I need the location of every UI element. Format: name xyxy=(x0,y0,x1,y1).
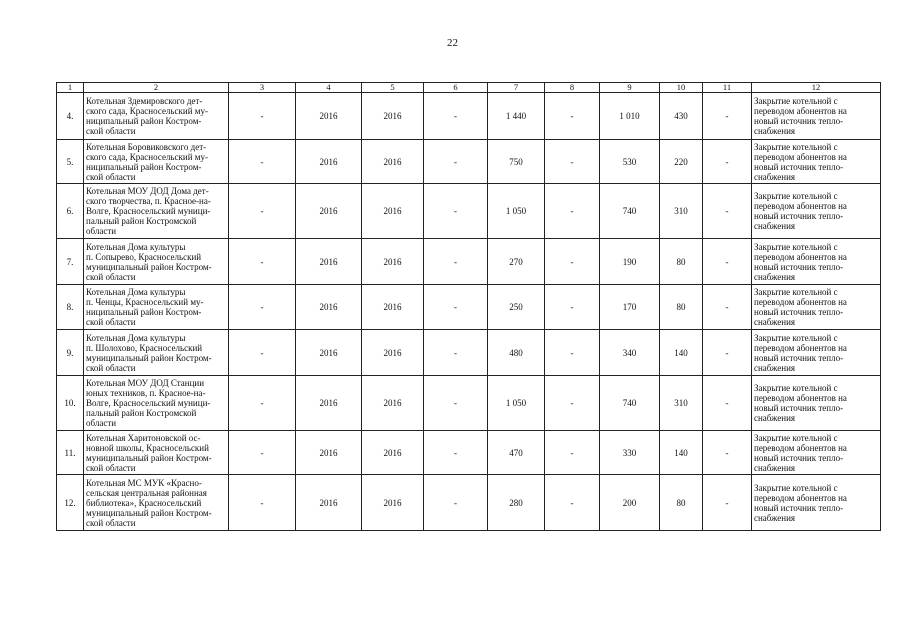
value-cell-col5: 2016 xyxy=(362,93,424,140)
action-note-line: Закрытие котельной с xyxy=(754,96,838,106)
boiler-name xyxy=(84,239,229,285)
header-cell: 1 xyxy=(57,83,84,93)
value-cell-col7: 1 050 xyxy=(488,184,545,239)
action-note-line: снабжения xyxy=(754,171,796,182)
row-number: 10. xyxy=(57,376,84,431)
action-note-line: новый источник тепло- xyxy=(754,403,844,413)
value-cell-col6: - xyxy=(424,239,488,285)
value-cell-col4: 2016 xyxy=(296,93,362,140)
action-note xyxy=(752,140,881,184)
value-cell-col4: 2016 xyxy=(296,285,362,330)
value-cell-col9: 170 xyxy=(600,285,660,330)
boiler-name-line: области xyxy=(86,226,117,236)
row-number: 4. xyxy=(57,93,84,140)
table-row xyxy=(57,431,881,475)
value-cell-col3: - xyxy=(229,431,296,475)
boiler-name xyxy=(84,285,229,330)
value-cell-col4: 2016 xyxy=(296,475,362,531)
boiler-name-line: п. Шолохово, Красносельский xyxy=(86,342,203,353)
action-note-line: переводом абонентов на xyxy=(754,151,847,162)
boiler-name-line: новной школы, Красносельский xyxy=(86,442,209,453)
action-note-line: переводом абонентов на xyxy=(754,342,847,353)
boiler-name xyxy=(84,431,229,475)
table-row xyxy=(57,140,881,184)
action-note-line: новый источник тепло- xyxy=(754,452,844,463)
boiler-name-line: ского сада, Красносельский му- xyxy=(86,151,208,162)
action-note-line: снабжения xyxy=(754,362,796,373)
boiler-name-line: пальный район Костромской xyxy=(86,216,197,226)
table-row xyxy=(57,239,881,285)
action-note-line: снабжения xyxy=(754,512,796,523)
row-number: 12. xyxy=(57,475,84,531)
header-cell: 12 xyxy=(752,83,881,93)
value-cell-col10: 430 xyxy=(660,93,703,140)
action-note xyxy=(752,431,881,475)
action-note-line: Закрытие котельной с xyxy=(754,482,838,493)
action-note-line: снабжения xyxy=(754,413,796,423)
action-note-line: Закрытие котельной с xyxy=(754,191,838,201)
value-cell-col6: - xyxy=(424,184,488,239)
action-note-line: снабжения xyxy=(754,126,796,136)
boiler-name-line: муниципальный район Костром- xyxy=(86,507,212,518)
value-cell-col5: 2016 xyxy=(362,184,424,239)
value-cell-col8: - xyxy=(545,475,600,531)
value-cell-col7: 1 440 xyxy=(488,93,545,140)
row-number: 6. xyxy=(57,184,84,239)
value-cell-col3: - xyxy=(229,376,296,431)
boiler-name xyxy=(84,330,229,376)
value-cell-col3: - xyxy=(229,285,296,330)
page-number: 22 xyxy=(447,37,458,49)
table-row xyxy=(57,93,881,140)
value-cell-col11: - xyxy=(703,140,752,184)
value-cell-col4: 2016 xyxy=(296,330,362,376)
value-cell-col9: 1 010 xyxy=(600,93,660,140)
boiler-name-line: ской области xyxy=(86,362,136,373)
value-cell-col7: 270 xyxy=(488,239,545,285)
action-note-line: новый источник тепло- xyxy=(754,161,844,172)
boiler-name-line: ского творчества, п. Красное-на- xyxy=(86,196,211,206)
header-cell: 4 xyxy=(296,83,362,93)
header-cell: 7 xyxy=(488,83,545,93)
row-number: 11. xyxy=(57,431,84,475)
value-cell-col10: 140 xyxy=(660,330,703,376)
action-note-line: переводом абонентов на xyxy=(754,201,847,211)
row-number: 5. xyxy=(57,140,84,184)
action-note xyxy=(752,376,881,431)
action-note-line: Закрытие котельной с xyxy=(754,287,838,297)
action-note-line: Закрытие котельной с xyxy=(754,241,838,252)
table-row xyxy=(57,285,881,330)
value-cell-col8: - xyxy=(545,330,600,376)
value-cell-col5: 2016 xyxy=(362,376,424,431)
boiler-name-line: Котельная Дома культуры xyxy=(86,332,186,343)
table-row xyxy=(57,330,881,376)
value-cell-col9: 340 xyxy=(600,330,660,376)
boiler-name xyxy=(84,475,229,531)
value-cell-col9: 740 xyxy=(600,184,660,239)
value-cell-col9: 530 xyxy=(600,140,660,184)
boiler-name-line: библиотека», Красносельский xyxy=(86,497,202,508)
action-note xyxy=(752,184,881,239)
value-cell-col6: - xyxy=(424,140,488,184)
header-cell: 6 xyxy=(424,83,488,93)
value-cell-col5: 2016 xyxy=(362,285,424,330)
action-note-line: новый источник тепло- xyxy=(754,116,844,126)
value-cell-col7: 250 xyxy=(488,285,545,330)
boiler-name-line: сельская центральная районная xyxy=(86,487,207,498)
value-cell-col10: 140 xyxy=(660,431,703,475)
action-note-line: Закрытие котельной с xyxy=(754,141,838,152)
boiler-name xyxy=(84,376,229,431)
value-cell-col7: 1 050 xyxy=(488,376,545,431)
boiler-name-line: Котельная Здемировского дет- xyxy=(86,96,203,106)
boiler-name-line: ниципальный район Костром- xyxy=(86,116,202,126)
header-cell: 3 xyxy=(229,83,296,93)
action-note-line: новый источник тепло- xyxy=(754,352,844,363)
value-cell-col6: - xyxy=(424,431,488,475)
row-number: 7. xyxy=(57,239,84,285)
boiler-name-line: муниципальный район Костром- xyxy=(86,452,212,463)
header-cell: 10 xyxy=(660,83,703,93)
value-cell-col10: 80 xyxy=(660,475,703,531)
action-note-line: новый источник тепло- xyxy=(754,502,844,513)
action-note-line: новый источник тепло- xyxy=(754,261,844,272)
boiler-name-line: Котельная Дома культуры xyxy=(86,287,186,297)
value-cell-col7: 280 xyxy=(488,475,545,531)
value-cell-col7: 480 xyxy=(488,330,545,376)
value-cell-col4: 2016 xyxy=(296,184,362,239)
header-cell: 5 xyxy=(362,83,424,93)
boiler-name-line: ской области xyxy=(86,317,136,327)
value-cell-col5: 2016 xyxy=(362,239,424,285)
header-cell: 9 xyxy=(600,83,660,93)
value-cell-col6: - xyxy=(424,376,488,431)
boiler-name-line: муниципальный район Костром- xyxy=(86,261,212,272)
value-cell-col6: - xyxy=(424,330,488,376)
value-cell-col8: - xyxy=(545,431,600,475)
value-cell-col10: 310 xyxy=(660,376,703,431)
action-note-line: снабжения xyxy=(754,271,796,282)
action-note-line: переводом абонентов на xyxy=(754,393,847,403)
value-cell-col11: - xyxy=(703,431,752,475)
value-cell-col5: 2016 xyxy=(362,475,424,531)
action-note-line: новый источник тепло- xyxy=(754,307,844,317)
value-cell-col4: 2016 xyxy=(296,431,362,475)
value-cell-col6: - xyxy=(424,475,488,531)
value-cell-col5: 2016 xyxy=(362,330,424,376)
boiler-name xyxy=(84,93,229,140)
value-cell-col3: - xyxy=(229,239,296,285)
value-cell-col10: 310 xyxy=(660,184,703,239)
boiler-name-line: Котельная Дома культуры xyxy=(86,241,186,252)
action-note-line: Закрытие котельной с xyxy=(754,432,838,443)
boiler-name-line: Волге, Красносельский муници- xyxy=(86,206,211,216)
action-note-line: Закрытие котельной с xyxy=(754,383,838,393)
boiler-name-line: ской области xyxy=(86,271,136,282)
value-cell-col6: - xyxy=(424,93,488,140)
value-cell-col10: 80 xyxy=(660,239,703,285)
value-cell-col11: - xyxy=(703,239,752,285)
boiler-name-line: ской области xyxy=(86,171,136,182)
boiler-name xyxy=(84,140,229,184)
value-cell-col3: - xyxy=(229,330,296,376)
action-note xyxy=(752,93,881,140)
action-note-line: переводом абонентов на xyxy=(754,106,847,116)
table-row xyxy=(57,376,881,431)
boiler-name-line: Котельная МОУ ДОД Станции xyxy=(86,378,205,388)
value-cell-col11: - xyxy=(703,285,752,330)
boiler-table xyxy=(56,82,881,531)
boiler-name-line: Котельная МС МУК «Красно- xyxy=(86,477,202,488)
value-cell-col9: 190 xyxy=(600,239,660,285)
action-note-line: переводом абонентов на xyxy=(754,251,847,262)
row-number: 8. xyxy=(57,285,84,330)
boiler-name-line: муниципальный район Костром- xyxy=(86,352,212,363)
header-row xyxy=(57,83,881,93)
value-cell-col11: - xyxy=(703,93,752,140)
value-cell-col8: - xyxy=(545,140,600,184)
action-note-line: переводом абонентов на xyxy=(754,492,847,503)
action-note xyxy=(752,330,881,376)
action-note-line: снабжения xyxy=(754,317,796,327)
boiler-name-line: Котельная Харитоновской ос- xyxy=(86,432,201,443)
action-note xyxy=(752,475,881,531)
boiler-name-line: ской области xyxy=(86,126,136,136)
boiler-name-line: области xyxy=(86,418,117,428)
boiler-name-line: Волге, Красносельский муници- xyxy=(86,398,211,408)
value-cell-col8: - xyxy=(545,285,600,330)
boiler-name-line: ской области xyxy=(86,517,136,528)
action-note-line: снабжения xyxy=(754,221,796,231)
value-cell-col7: 750 xyxy=(488,140,545,184)
value-cell-col3: - xyxy=(229,93,296,140)
value-cell-col4: 2016 xyxy=(296,376,362,431)
action-note-line: Закрытие котельной с xyxy=(754,332,838,343)
boiler-name-line: Котельная Боровиковского дет- xyxy=(86,141,207,152)
boiler-name-line: ского сада, Красносельский му- xyxy=(86,106,208,116)
value-cell-col3: - xyxy=(229,475,296,531)
table-row xyxy=(57,184,881,239)
value-cell-col4: 2016 xyxy=(296,239,362,285)
table-row xyxy=(57,475,881,531)
value-cell-col11: - xyxy=(703,330,752,376)
value-cell-col11: - xyxy=(703,475,752,531)
table-body xyxy=(57,83,881,531)
value-cell-col8: - xyxy=(545,239,600,285)
value-cell-col9: 740 xyxy=(600,376,660,431)
value-cell-col9: 200 xyxy=(600,475,660,531)
value-cell-col8: - xyxy=(545,376,600,431)
header-cell: 2 xyxy=(84,83,229,93)
boiler-name-line: юных техников, п. Красное-на- xyxy=(86,388,206,398)
value-cell-col6: - xyxy=(424,285,488,330)
action-note xyxy=(752,239,881,285)
boiler-name-line: Котельная МОУ ДОД Дома дет- xyxy=(86,186,209,196)
value-cell-col11: - xyxy=(703,184,752,239)
value-cell-col7: 470 xyxy=(488,431,545,475)
value-cell-col11: - xyxy=(703,376,752,431)
boiler-name-line: ниципальный район Костром- xyxy=(86,161,202,172)
value-cell-col10: 80 xyxy=(660,285,703,330)
value-cell-col3: - xyxy=(229,184,296,239)
value-cell-col8: - xyxy=(545,184,600,239)
boiler-name-line: ниципальный район Костром- xyxy=(86,307,202,317)
action-note-line: снабжения xyxy=(754,462,796,473)
value-cell-col8: - xyxy=(545,93,600,140)
value-cell-col5: 2016 xyxy=(362,431,424,475)
boiler-name-line: пальный район Костромской xyxy=(86,408,197,418)
value-cell-col9: 330 xyxy=(600,431,660,475)
value-cell-col4: 2016 xyxy=(296,140,362,184)
action-note-line: новый источник тепло- xyxy=(754,211,844,221)
boiler-name-line: п. Сопырево, Красносельский xyxy=(86,251,202,262)
action-note-line: переводом абонентов на xyxy=(754,297,847,307)
boiler-name-line: ской области xyxy=(86,462,136,473)
header-cell: 11 xyxy=(703,83,752,93)
row-number: 9. xyxy=(57,330,84,376)
header-cell: 8 xyxy=(545,83,600,93)
action-note xyxy=(752,285,881,330)
boiler-name xyxy=(84,184,229,239)
value-cell-col3: - xyxy=(229,140,296,184)
value-cell-col10: 220 xyxy=(660,140,703,184)
boiler-name-line: п. Ченцы, Красносельский му- xyxy=(86,297,204,307)
action-note-line: переводом абонентов на xyxy=(754,442,847,453)
value-cell-col5: 2016 xyxy=(362,140,424,184)
